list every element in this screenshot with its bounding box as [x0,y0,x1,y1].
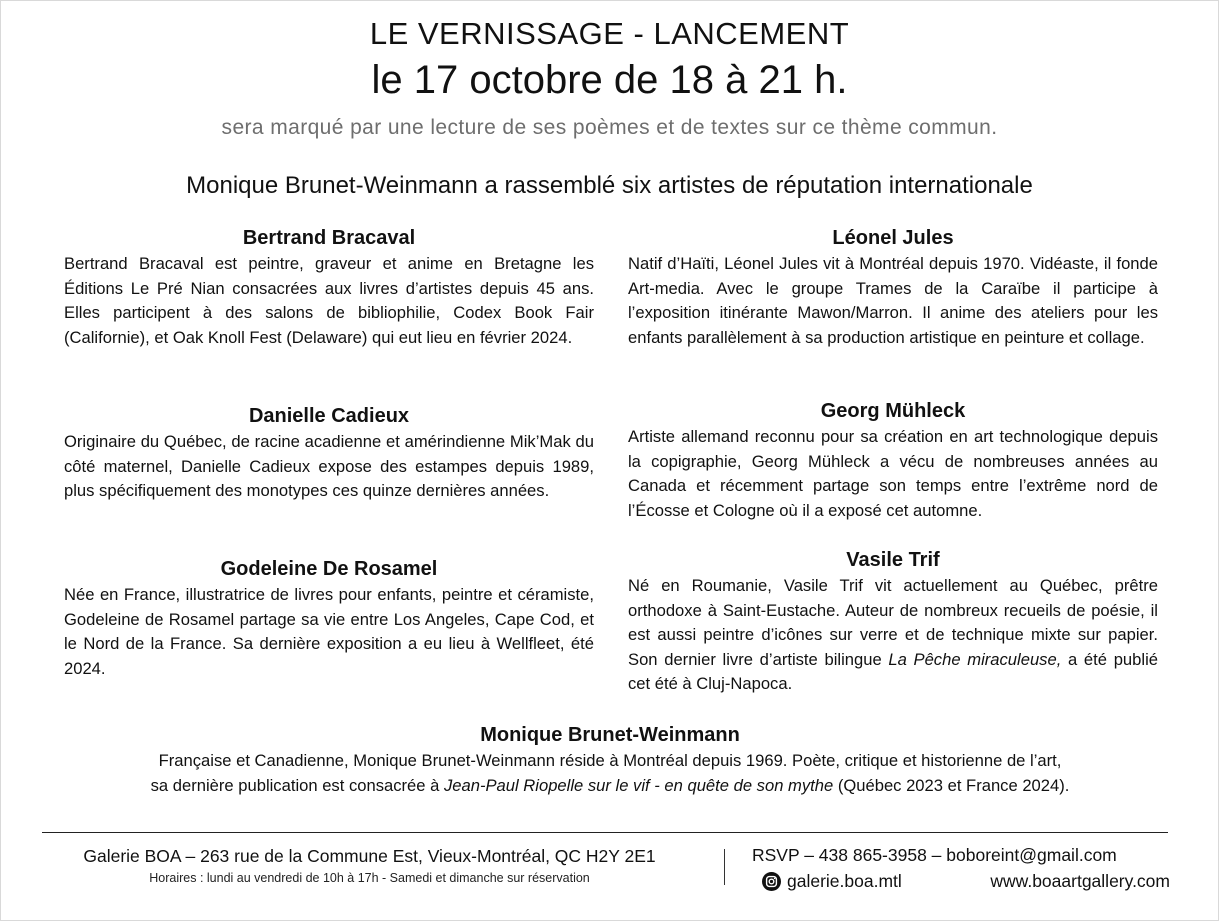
bio-text: a été publié cet été à Cluj-Napoca. [628,649,1158,693]
rsvp-contact[interactable]: RSVP – 438 865-3958 – boboreint@gmail.com [752,845,1117,865]
artist-bio: Née en France, illustratrice de livres pour enfants, peintre et céramiste, Godeleine de Rosamel partage sa vie entre Los Angeles, Cape Cod, et le Nord de la France. Sa dernière exposition a eu lieu à Wellfleet, été 2024. [64,585,594,678]
gallery-address: Galerie BOA – 263 rue de la Commune Est, Vieux-Montréal, QC H2Y 2E1 [83,846,656,866]
artist-bio: Bertrand Bracaval est peintre, graveur et anime en Bretagne les Éditions Le Pré Nian consacrées aux livres d’artistes depuis 45 ans. Elles participent à des salons de bibliophilie, Codex Book Fair (Californie), et Oak Knoll Fest (Delaware) qui eut lieu en février 2024. [64,254,594,347]
event-title: LE VERNISSAGE - LANCEMENT [369,16,850,51]
curator-bio-line1: Française et Canadienne, Monique Brunet-Weinmann réside à Montréal depuis 1969. Poète, critique et historienne de l’art, [158,751,1062,770]
artist-name: Léonel Jules [832,227,954,249]
footer-address-block [42,846,697,885]
artist-godeleine [64,558,594,681]
artist-bio: Artiste allemand reconnu pour sa création en art technologique depuis la copigraphie, Georg Mühleck a vécu de nombreuses années au Canada et récemment partage son temps entre l’extrême nord de l’Écosse et Cologne où il a exposé cet automne. [628,427,1158,520]
website-link[interactable]: www.boaartgallery.com [990,871,1170,891]
publication-title: Jean-Paul Riopelle sur le vif - en quête de son mythe [443,775,834,795]
artist-bio [628,574,1158,697]
artist-georg [628,400,1158,523]
curator-bio [60,749,1160,798]
event-subtitle: sera marqué par une lecture de ses poèmes et de textes sur ce thème commun. [221,116,998,139]
artist-name: Georg Mühleck [820,400,966,422]
artist-name: Godeleine De Rosamel [220,558,438,580]
artist-bio: Originaire du Québec, de racine acadienne et amérindienne Mik’Mak du côté maternel, Danielle Cadieux expose des estampes depuis 1989, plus spécifiquement des monotypes ces quinze dernières années. [64,432,594,500]
curator-section [60,724,1160,798]
artist-name: Bertrand Bracaval [242,227,416,249]
artist-vasile [628,549,1158,697]
instagram-handle: galerie.boa.mtl [787,871,902,891]
intro-line: Monique Brunet-Weinmann a rassemblé six artistes de réputation internationale [186,172,1033,199]
footer-divider-line [42,832,1168,833]
event-date: le 17 octobre de 18 à 21 h. [371,58,848,102]
footer-vertical-divider [724,849,725,885]
artist-bio: Natif d’Haïti, Léonel Jules vit à Montréal depuis 1970. Vidéaste, il fonde Art-media. Avec le groupe Trames de la Caraïbe il participe à l’exposition itinérante Mawon/Marron. Il anime des ateliers pour les enfants parallèlement à sa production artistique en peinture et collage. [628,254,1158,347]
curator-bio-line2-end: (Québec 2023 et France 2024). [833,775,1070,795]
artist-danielle [64,405,594,504]
artist-leonel [628,227,1158,350]
instagram-link[interactable] [762,871,902,892]
artist-name: Danielle Cadieux [248,405,410,427]
social-row [762,871,1170,892]
curator-name: Monique Brunet-Weinmann [480,724,740,746]
book-title: La Pêche miraculeuse, [888,649,1062,669]
artist-name: Vasile Trif [846,549,940,571]
artist-bertrand [64,227,594,350]
curator-bio-line2: sa dernière publication est consacrée à [150,775,444,795]
bio-text: Né en Roumanie, Vasile Trif vit actuellement au Québec, prêtre orthodoxe à Saint-Eustache. Auteur de nombreux recueils de poésie, il est aussi peintre d’icônes sur verre et de technique mixte sur papier. Son dernier livre d’artiste bilingue [628,576,1158,669]
footer-contact-block [752,845,1168,892]
opening-hours: Horaires : lundi au vendredi de 10h à 17h - Samedi et dimanche sur réservation [149,871,590,885]
instagram-icon [762,872,781,891]
